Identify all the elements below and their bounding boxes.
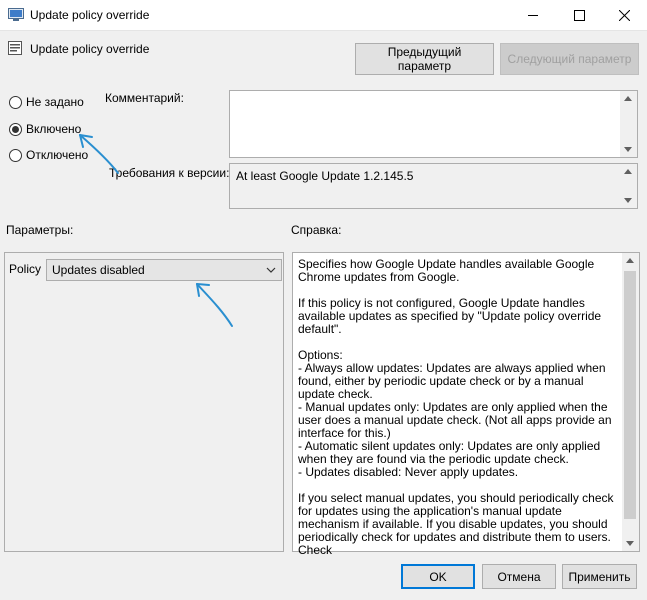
radio-enabled[interactable]	[9, 122, 81, 136]
help-scrollbar[interactable]	[622, 253, 639, 551]
scroll-up-icon[interactable]	[626, 258, 634, 263]
help-text	[298, 258, 618, 570]
supported-scrollbar[interactable]	[620, 164, 637, 208]
scroll-down-icon[interactable]	[626, 541, 634, 546]
supported-on-value: At least Google Update 1.2.145.5	[236, 169, 414, 183]
scroll-up-icon[interactable]	[624, 169, 632, 174]
radio-circle	[9, 96, 22, 109]
radio-circle	[9, 123, 22, 136]
scroll-down-icon[interactable]	[624, 198, 632, 203]
radio-circle	[9, 149, 22, 162]
policy-icon	[8, 8, 24, 22]
scroll-up-icon[interactable]	[624, 96, 632, 101]
previous-setting-button[interactable]: Предыдущий параметр	[355, 43, 494, 75]
help-paragraph: Specifies how Google Update handles available Google Chrome updates from Google.	[298, 257, 595, 284]
supported-on-field	[229, 163, 638, 209]
maximize-icon	[574, 10, 585, 21]
setting-name: Update policy override	[30, 42, 150, 56]
options-pane	[4, 252, 284, 552]
minimize-icon	[528, 10, 539, 21]
ok-button[interactable]: OK	[401, 564, 475, 589]
policy-dropdown[interactable]	[46, 259, 282, 281]
apply-button[interactable]: Применить	[562, 564, 637, 589]
radio-label: Не задано	[26, 95, 84, 109]
help-paragraph: If this policy is not configured, Google Update handles available updates as specified by "Update policy override default".	[298, 296, 602, 336]
cancel-button[interactable]: Отмена	[482, 564, 556, 589]
supported-on-label: Требования к версии:	[109, 166, 230, 180]
title-bar	[0, 0, 647, 31]
help-pane	[292, 252, 640, 557]
scroll-down-icon[interactable]	[624, 147, 632, 152]
policy-label: Policy	[9, 262, 42, 276]
options-section-label: Параметры:	[6, 223, 74, 237]
radio-not-configured[interactable]	[9, 95, 84, 109]
close-icon	[619, 10, 630, 21]
maximize-button[interactable]	[556, 0, 602, 30]
radio-disabled[interactable]	[9, 148, 88, 162]
setting-icon	[8, 41, 22, 55]
comment-scrollbar[interactable]	[620, 91, 637, 157]
chevron-down-icon	[266, 267, 276, 273]
help-paragraph: If you select manual updates, you should periodically check for updates using the application's manual update mechanism if available. If you disable updates, you should periodically check for updates and distribute them to users. Check	[298, 491, 614, 557]
policy-dropdown-value: Updates disabled	[52, 263, 145, 277]
window-title: Update policy override	[30, 8, 150, 22]
comment-label: Комментарий:	[105, 91, 184, 105]
help-paragraph: Options: - Always allow updates: Updates are always applied when found, either by periodic update check or by a manual update check. - Manual updates only: Updates are only applied when the user does a manual update check. (Not all apps provide an interface for this.) - Automatic silent updates only: Updates are only applied when they are found via the periodic update check. - Updates disabled: Never apply updates.	[298, 348, 612, 479]
radio-label: Включено	[26, 122, 82, 136]
close-button[interactable]	[601, 0, 647, 30]
help-section-label: Справка:	[291, 223, 342, 237]
radio-label: Отключено	[26, 148, 89, 162]
comment-input[interactable]	[229, 90, 638, 158]
minimize-button[interactable]	[510, 0, 556, 30]
next-setting-button[interactable]: Следующий параметр	[500, 43, 639, 75]
scroll-thumb[interactable]	[624, 271, 636, 519]
